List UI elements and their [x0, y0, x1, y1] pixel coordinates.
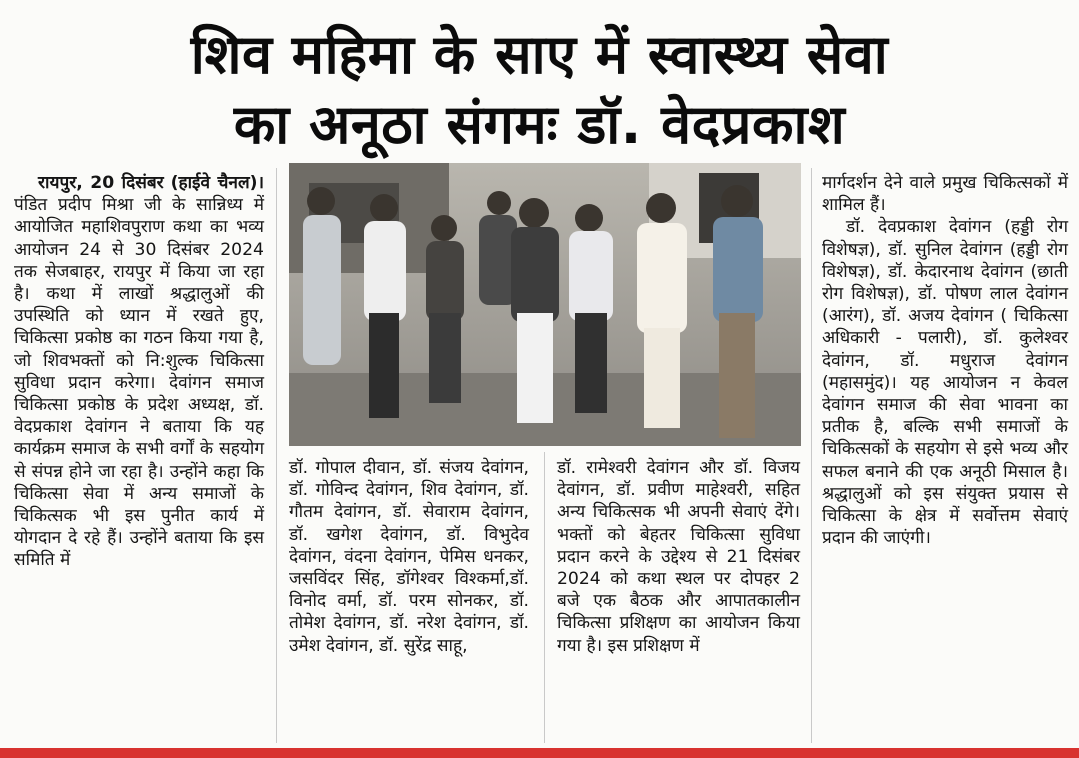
column-divider — [544, 452, 545, 743]
dateline-place-date: रायपुर, 20 दिसंबर — [38, 173, 164, 193]
column-divider — [811, 168, 812, 743]
article-text-col4-para1: मार्गदर्शन देने वाले प्रमुख चिकित्सकों में शामिल हैं। — [822, 173, 1068, 216]
article-column-3 — [557, 457, 800, 657]
article-text-col2: डॉ. गोपाल दीवान, डॉ. संजय देवांगन, डॉ. गोविन्द देवांगन, शिव देवांगन, डॉ. गौतम देवांगन, डॉ. सेवाराम देवांगन, डॉ. खगेश देवांगन, डॉ. विभुदेव देवांगन, वंदना देवांगन, पेमिस धनकर, जसविंदर सिंह, डॉगेश्वर विश्कर्मा,डॉ. विनोद वर्मा, डॉ. परम सोनकर, डॉ. तोमेश देवांगन, डॉ. नरेश देवांगन, डॉ. उमेश देवांगन, डॉ. सुरेंद्र साहू, — [289, 458, 529, 656]
article-text-col4-para2: डॉ. देवप्रकाश देवांगन (हड्डी रोग विशेषज्ञ), डॉ. सुनिल देवांगन (हड्डी रोग विशेषज्ञ), डॉ. केदारनाथ देवांगन (छाती रोग विशेषज्ञ), डॉ. पोषण लाल देवांगन (आरंग), डॉ. अजय देवांगन ( चिकित्सा अधिकारी - पलारी), डॉ. कुलेश्वर देवांगन, डॉ. मधुराज देवांगन (महासमुंद)। यह आयोजन न केवल देवांगन समाज की सेवा भावना का प्रतीक है, बल्कि सभी समाजों के चिकित्सकों के सहयोग से इसे भव्य और सफल बनाने की एक अनूठी मिसाल है। श्रद्धालुओं को इस संयुक्त प्रयास से चिकित्सा के क्षेत्र में सर्वोत्तम सेवाएं प्रदान की जाएंगी। — [822, 217, 1068, 549]
headline-line-2: का अनूठा संगमः डॉ. वेदप्रकाश — [233, 93, 846, 156]
article-column-1 — [14, 172, 264, 572]
article-text-col3: डॉ. रामेश्वरी देवांगन और डॉ. विजय देवांगन, डॉ. प्रवीण माहेश्वरी, सहित अन्य चिकित्सक भी अपनी सेवाएं देंगे। भक्तों को बेहतर चिकित्सा सुविधा प्रदान करने के उद्देश्य से 21 दिसंबर 2024 को कथा स्थल पर दोपहर 2 बजे एक बैठक और आपातकालीन चिकित्सा प्रशिक्षण का आयोजन किया गया है। इस प्रशिक्षण में — [557, 458, 800, 656]
article-column-4 — [822, 172, 1068, 549]
bottom-color-bar — [0, 748, 1079, 758]
news-photo — [289, 163, 801, 446]
article-column-2 — [289, 457, 529, 657]
headline-line-1: शिव महिमा के साए में स्वास्थ्य सेवा — [190, 23, 889, 86]
dateline-source: (हाईवे चैनल)। — [170, 173, 264, 193]
article-text-col1: पंडित प्रदीप मिश्रा जी के सान्निध्य में आयोजित महाशिवपुराण कथा का भव्य आयोजन 24 से 30 दिसंबर 2024 तक सेजबाहर, रायपुर में किया जा रहा है। कथा में लाखों श्रद्धालुओं की उपस्थिति को ध्यान में रखते हुए, चिकित्सा प्रकोष्ठ का गठन किया गया है, जो शिवभक्तों को नि:शुल्क चिकित्सा सुविधा प्रदान करेगा। देवांगन समाज चिकित्सा प्रकोष्ठ के प्रदेश अध्यक्ष, डॉ. वेदप्रकाश देवांगन ने बताया कि यह कार्यक्रम समाज के सभी वर्गों के सहयोग से संपन्न होने जा रहा है। उन्होंने कहा कि चिकित्सा सेवा में अन्य समाजों के चिकित्सक भी इस पुनीत कार्य में योगदान दे रहे हैं। उन्होंने बताया कि इस समिति में — [14, 195, 264, 571]
column-divider — [276, 168, 277, 743]
group-photo-image — [289, 163, 801, 446]
